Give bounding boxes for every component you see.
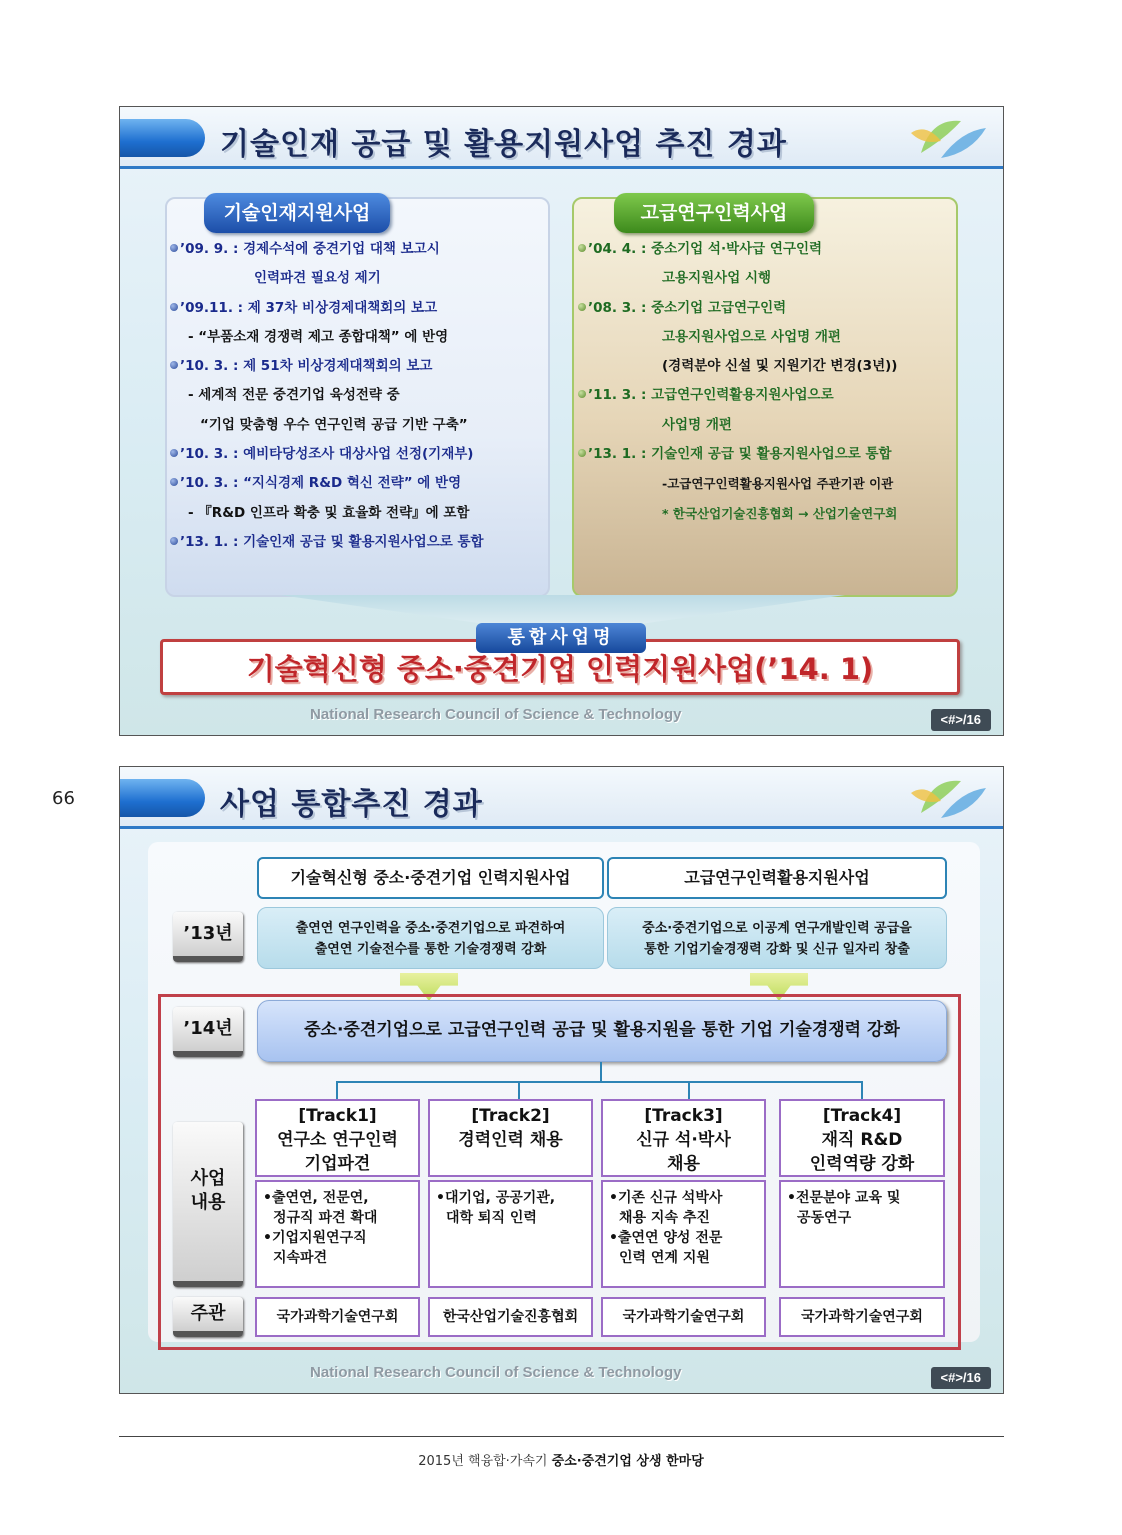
slide-title: 사업 통합추진 경과 (220, 787, 483, 822)
row-label-text: 사업 (190, 1168, 226, 1189)
list-item: -고급연구인력활용지원사업 주관기관 이관 (662, 476, 894, 492)
list-item: “기업 맞춤형 우수 연구인력 공급 기반 구축” (200, 416, 468, 433)
connector-line (336, 1081, 338, 1099)
merged-program-name: 기술혁신형 중소·중견기업 인력지원사업(’14. 1) (246, 652, 874, 686)
caption-prefix: 2015년 핵융합·가속기 (418, 1454, 552, 1469)
track-title: 재직 R&D (821, 1130, 903, 1150)
slide-integration (119, 766, 1004, 1394)
connector-line (688, 1081, 690, 1099)
track-detail: •출연연 양성 전문 (609, 1230, 723, 1246)
list-item: ’09.11. : 제 37차 비상경제대책회의 보고 (170, 294, 555, 323)
track-detail: 공동연구 (797, 1210, 852, 1226)
slide-footer: National Research Council of Science & Technology (310, 706, 682, 723)
title-pill-decoration (120, 119, 205, 157)
track-1-organizer: 국가과학기술연구회 (255, 1297, 420, 1337)
connector-line (518, 1081, 520, 1099)
page-number: 66 (52, 788, 75, 809)
track-title: 채용 (667, 1154, 700, 1174)
track-4-details (779, 1180, 945, 1288)
panel-title-advanced-researcher: 고급연구인력사업 (614, 193, 814, 233)
list-item: 인력파견 필요성 제기 (254, 270, 381, 287)
program-heading-advanced-researcher: 고급연구인력활용지원사업 (607, 857, 947, 899)
goal-2013-advanced-researcher (607, 907, 947, 969)
row-label-organizer: 주관 (173, 1297, 243, 1337)
goal-text: 통한 기업기술경쟁력 강화 및 신규 일자리 창출 (644, 942, 910, 957)
track-detail: 인력 연계 지원 (619, 1250, 710, 1266)
bullet-icon (170, 478, 178, 486)
goal-text: 출연연 기술전수를 통한 기술경쟁력 강화 (314, 942, 547, 957)
document-footer-caption (0, 1450, 1122, 1469)
track-4-organizer: 국가과학기술연구회 (779, 1297, 945, 1337)
track-3-heading (601, 1099, 766, 1177)
year-tag-2013: ’13년 (173, 912, 243, 962)
slide-page-tag: <#>/16 (931, 1367, 992, 1389)
track-title: 인력역량 강화 (809, 1154, 915, 1174)
bullet-icon (578, 449, 586, 457)
track-2-heading (428, 1099, 593, 1177)
track-name: [Track2] (471, 1106, 550, 1126)
row-label-content (173, 1122, 243, 1287)
slide-footer: National Research Council of Science & Technology (310, 1364, 682, 1381)
track-3-organizer: 국가과학기술연구회 (601, 1297, 766, 1337)
slide-page-tag: <#>/16 (931, 709, 992, 731)
bullet-icon (170, 537, 178, 545)
bullet-icon (578, 303, 586, 311)
leaf-logo-icon (901, 773, 991, 823)
goal-text: 출연연 연구인력을 중소·중견기업으로 파견하여 (295, 921, 566, 936)
track-detail: 대학 퇴직 인력 (446, 1210, 537, 1226)
slide-title-bar (120, 767, 1003, 829)
merged-program-label: 통합사업명 (476, 623, 646, 653)
track-detail: 지속파견 (273, 1250, 328, 1266)
list-item: ’10. 3. : 제 51차 비상경제대책회의 보고 (170, 352, 555, 381)
list-item: ’11. 3. : 고급연구인력활용지원사업으로 (578, 381, 963, 410)
list-item: 사업명 개편 (662, 416, 732, 433)
list-item: ’10. 3. : “지식경제 R&D 혁신 전략” 에 반영 (170, 469, 555, 498)
list-item: ’08. 3. : 중소기업 고급연구인력 (578, 294, 963, 323)
track-detail: 채용 지속 추진 (619, 1210, 710, 1226)
connector-line (861, 1081, 863, 1099)
track-2-organizer: 한국산업기술진흥협회 (428, 1297, 593, 1337)
list-item: * 한국산업기술진흥협회 → 산업기술연구회 (662, 505, 898, 521)
row-label-text: 내용 (190, 1192, 226, 1213)
track-1-details (255, 1180, 420, 1288)
connector-line (600, 1062, 602, 1082)
bullet-icon (578, 244, 586, 252)
list-item: - 『R&D 인프라 확충 및 효율화 전략』에 포함 (188, 504, 470, 521)
track-title: 경력인력 채용 (458, 1130, 563, 1150)
title-pill-decoration (120, 779, 205, 817)
list-item: ’09. 9. : 경제수석에 중견기업 대책 보고시 (170, 235, 555, 264)
track-title: 연구소 연구인력 (277, 1130, 398, 1150)
history-list-left (170, 235, 555, 557)
bullet-icon (578, 390, 586, 398)
year-tag-2014: ’14년 (173, 1007, 243, 1057)
track-name: [Track3] (644, 1106, 723, 1126)
track-2-details (428, 1180, 593, 1288)
track-title: 신규 석·박사 (636, 1130, 731, 1150)
goal-2014: 중소·중견기업으로 고급연구인력 공급 및 활용지원을 통한 기업 기술경쟁력 강화 (257, 1000, 947, 1062)
track-name: [Track1] (298, 1106, 377, 1126)
program-heading-tech-innovation: 기술혁신형 중소·중견기업 인력지원사업 (257, 857, 604, 899)
slide-title-bar (120, 107, 1003, 169)
track-3-details (601, 1180, 766, 1288)
track-detail: •기업지원연구직 (263, 1230, 367, 1246)
history-list-right (578, 235, 963, 528)
track-title: 기업파견 (304, 1154, 371, 1174)
track-detail: •전문분야 교육 및 (787, 1190, 901, 1206)
list-item: - “부품소재 경쟁력 제고 종합대책” 에 반영 (188, 328, 449, 345)
track-name: [Track4] (822, 1106, 902, 1126)
track-1-heading (255, 1099, 420, 1177)
list-item: ’13. 1. : 기술인재 공급 및 활용지원사업으로 통합 (578, 440, 963, 469)
slide-title: 기술인재 공급 및 활용지원사업 추진 경과 (220, 127, 787, 162)
bullet-icon (170, 244, 178, 252)
panel-title-tech-talent: 기술인재지원사업 (204, 193, 390, 233)
caption-event-name: 중소·중견기업 상생 한마당 (551, 1454, 704, 1469)
goal-text: 중소·중견기업으로 이공계 연구개발인력 공급을 (642, 921, 912, 936)
bullet-icon (170, 303, 178, 311)
track-detail: •출연연, 전문연, (263, 1190, 369, 1206)
list-item: ’04. 4. : 중소기업 석·박사급 연구인력 (578, 235, 963, 264)
bullet-icon (170, 449, 178, 457)
list-item: - 세계적 전문 중견기업 육성전략 중 (188, 387, 400, 404)
list-item: 고용지원사업으로 사업명 개편 (662, 328, 841, 345)
list-item: (경력분야 신설 및 지원기간 변경(3년)) (662, 358, 898, 375)
bullet-icon (170, 361, 178, 369)
track-detail: •대기업, 공공기관, (436, 1190, 556, 1206)
list-item: ’13. 1. : 기술인재 공급 및 활용지원사업으로 통합 (170, 528, 555, 557)
footer-divider (119, 1436, 1004, 1437)
list-item: 고용지원사업 시행 (662, 270, 772, 287)
leaf-logo-icon (901, 113, 991, 163)
goal-2013-tech-innovation (257, 907, 604, 969)
track-detail: 정규직 파견 확대 (273, 1210, 378, 1226)
track-detail: •기존 신규 석박사 (609, 1190, 723, 1206)
track-4-heading (779, 1099, 945, 1177)
list-item: ’10. 3. : 예비타당성조사 대상사업 선정(기재부) (170, 440, 555, 469)
connector-line (336, 1081, 862, 1083)
slide-history (119, 106, 1004, 736)
